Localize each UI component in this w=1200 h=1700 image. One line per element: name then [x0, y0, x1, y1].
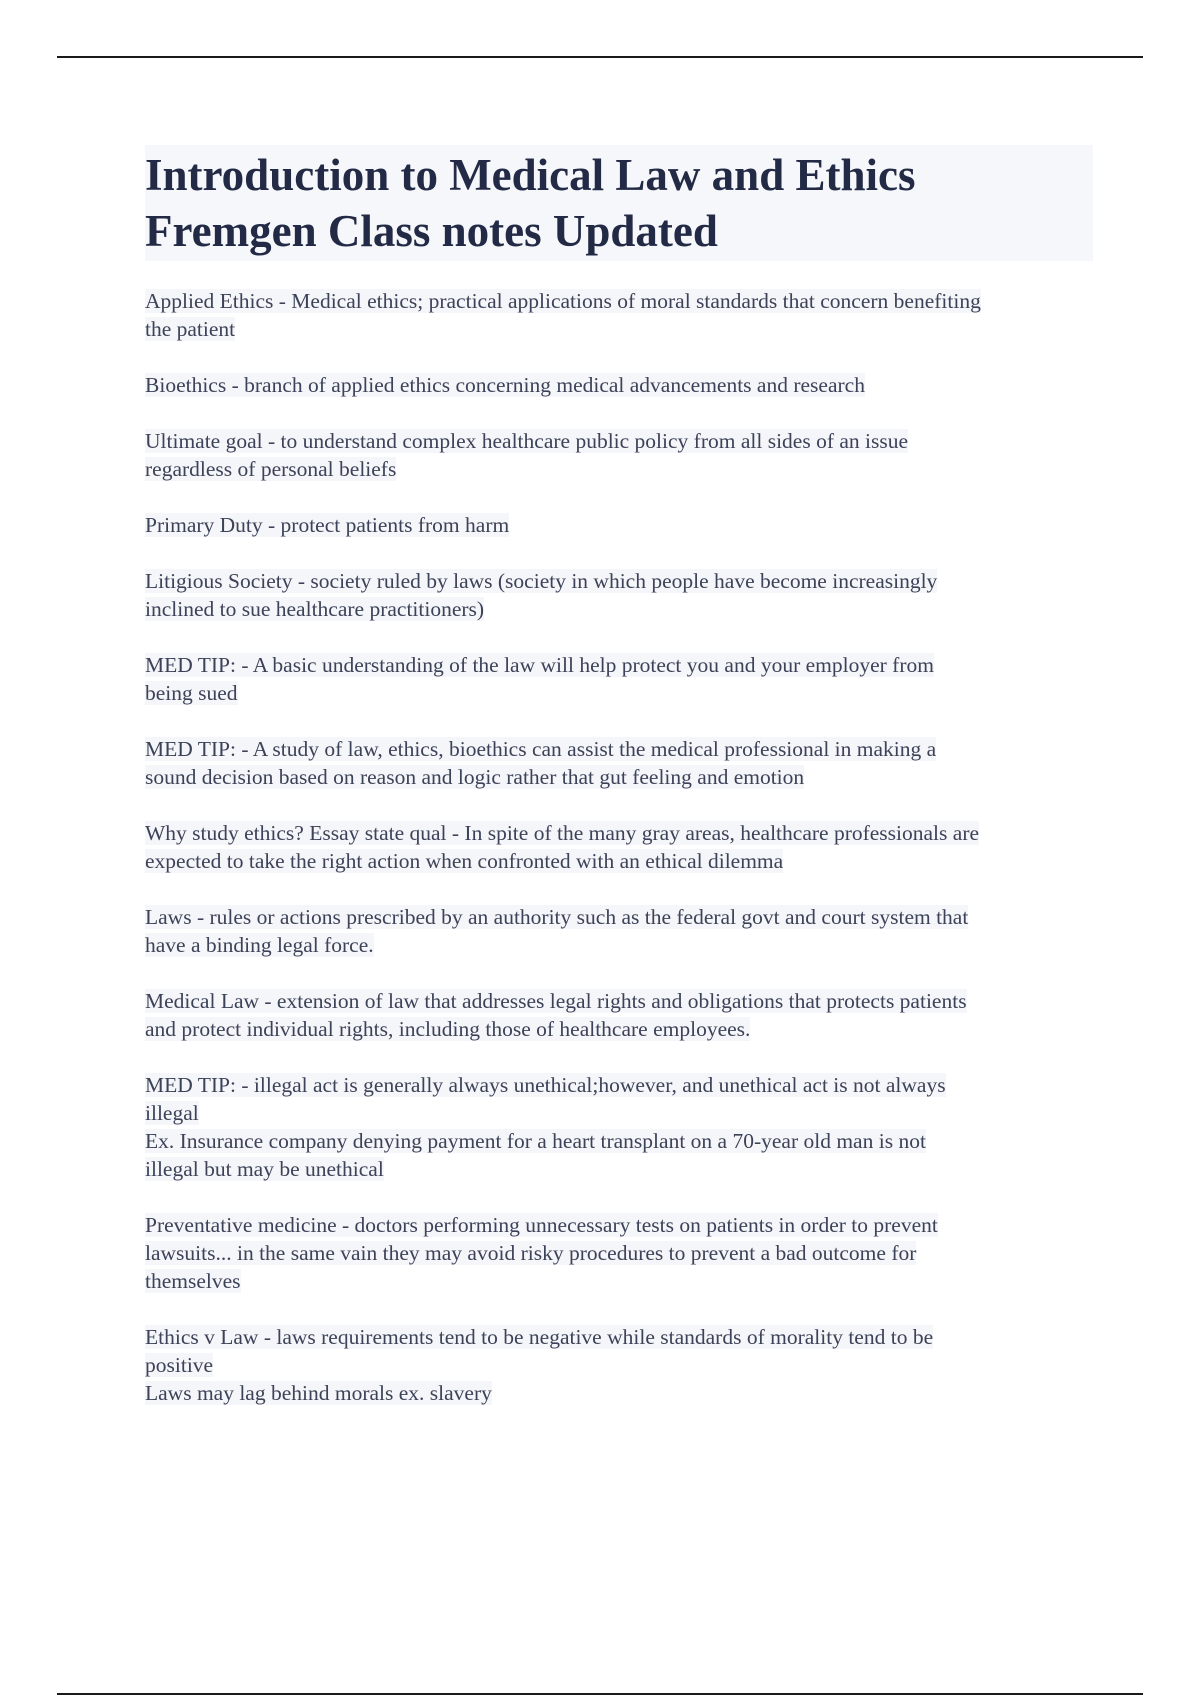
note-line [145, 287, 1093, 315]
note-entry [145, 1323, 1093, 1407]
note-line [145, 1155, 1093, 1183]
note-entry [145, 427, 1093, 483]
note-text: Bioethics - branch of applied ethics concerning medical advancements and research [145, 373, 865, 397]
note-line [145, 651, 1093, 679]
note-entry [145, 651, 1093, 707]
note-line [145, 1127, 1093, 1155]
note-entry [145, 287, 1093, 343]
note-line [145, 511, 1093, 539]
note-text: MED TIP: - A study of law, ethics, bioethics can assist the medical professional in making a [145, 737, 937, 761]
note-text: illegal but may be unethical [145, 1157, 384, 1181]
bottom-rule [57, 1693, 1143, 1695]
note-entry [145, 1071, 1093, 1183]
note-text: MED TIP: - illegal act is generally always unethical;however, and unethical act is not always [145, 1073, 946, 1097]
notes-list [145, 287, 1093, 1407]
note-entry [145, 511, 1093, 539]
note-text: Laws may lag behind morals ex. slavery [145, 1381, 492, 1405]
note-text: and protect individual rights, including those of healthcare employees. [145, 1017, 751, 1041]
note-line [145, 567, 1093, 595]
title-line: Fremgen Class notes Updated [145, 206, 718, 256]
note-text: inclined to sue healthcare practitioners) [145, 597, 485, 621]
note-entry [145, 735, 1093, 791]
document-title [145, 147, 1093, 259]
note-text: positive [145, 1353, 214, 1377]
note-entry [145, 903, 1093, 959]
note-text: have a binding legal force. [145, 933, 374, 957]
note-text: Preventative medicine - doctors performing unnecessary tests on patients in order to prevent [145, 1213, 938, 1237]
note-text: Litigious Society - society ruled by laws (society in which people have become increasingly [145, 569, 938, 593]
note-line [145, 1071, 1093, 1099]
note-text: Why study ethics? Essay state qual - In spite of the many gray areas, healthcare professionals are [145, 821, 980, 845]
note-entry [145, 819, 1093, 875]
note-line [145, 455, 1093, 483]
note-line [145, 315, 1093, 343]
note-entry [145, 987, 1093, 1043]
title-line: Introduction to Medical Law and Ethics [145, 150, 916, 200]
note-line [145, 371, 1093, 399]
note-line [145, 735, 1093, 763]
document-body [145, 145, 1093, 1435]
note-text: the patient [145, 317, 236, 341]
note-line [145, 1323, 1093, 1351]
note-line [145, 427, 1093, 455]
note-line [145, 1211, 1093, 1239]
note-text: Ethics v Law - laws requirements tend to be negative while standards of morality tend to be [145, 1325, 934, 1349]
note-line [145, 1015, 1093, 1043]
note-text: Laws - rules or actions prescribed by an authority such as the federal govt and court system that [145, 905, 969, 929]
title-block [145, 145, 1093, 261]
note-line [145, 595, 1093, 623]
note-line [145, 1239, 1093, 1267]
note-line [145, 847, 1093, 875]
note-text: Applied Ethics - Medical ethics; practical applications of moral standards that concern benefiting [145, 289, 981, 313]
note-line [145, 1267, 1093, 1295]
note-text: regardless of personal beliefs [145, 457, 397, 481]
note-line [145, 931, 1093, 959]
note-text: Ultimate goal - to understand complex healthcare public policy from all sides of an issue [145, 429, 909, 453]
note-text: being sued [145, 681, 238, 705]
note-entry [145, 371, 1093, 399]
top-rule [57, 56, 1143, 58]
note-line [145, 1099, 1093, 1127]
note-line [145, 1379, 1093, 1407]
note-text: Ex. Insurance company denying payment for a heart transplant on a 70-year old man is not [145, 1129, 926, 1153]
note-line [145, 987, 1093, 1015]
note-entry [145, 1211, 1093, 1295]
note-text: lawsuits... in the same vain they may avoid risky procedures to prevent a bad outcome for [145, 1241, 917, 1265]
note-text: Medical Law - extension of law that addresses legal rights and obligations that protects patients [145, 989, 967, 1013]
note-text: MED TIP: - A basic understanding of the law will help protect you and your employer from [145, 653, 934, 677]
note-text: illegal [145, 1101, 199, 1125]
note-line [145, 763, 1093, 791]
note-text: themselves [145, 1269, 241, 1293]
note-line [145, 903, 1093, 931]
note-line [145, 1351, 1093, 1379]
note-text: sound decision based on reason and logic rather that gut feeling and emotion [145, 765, 805, 789]
note-line [145, 679, 1093, 707]
note-entry [145, 567, 1093, 623]
note-text: expected to take the right action when confronted with an ethical dilemma [145, 849, 784, 873]
note-line [145, 819, 1093, 847]
note-text: Primary Duty - protect patients from harm [145, 513, 510, 537]
